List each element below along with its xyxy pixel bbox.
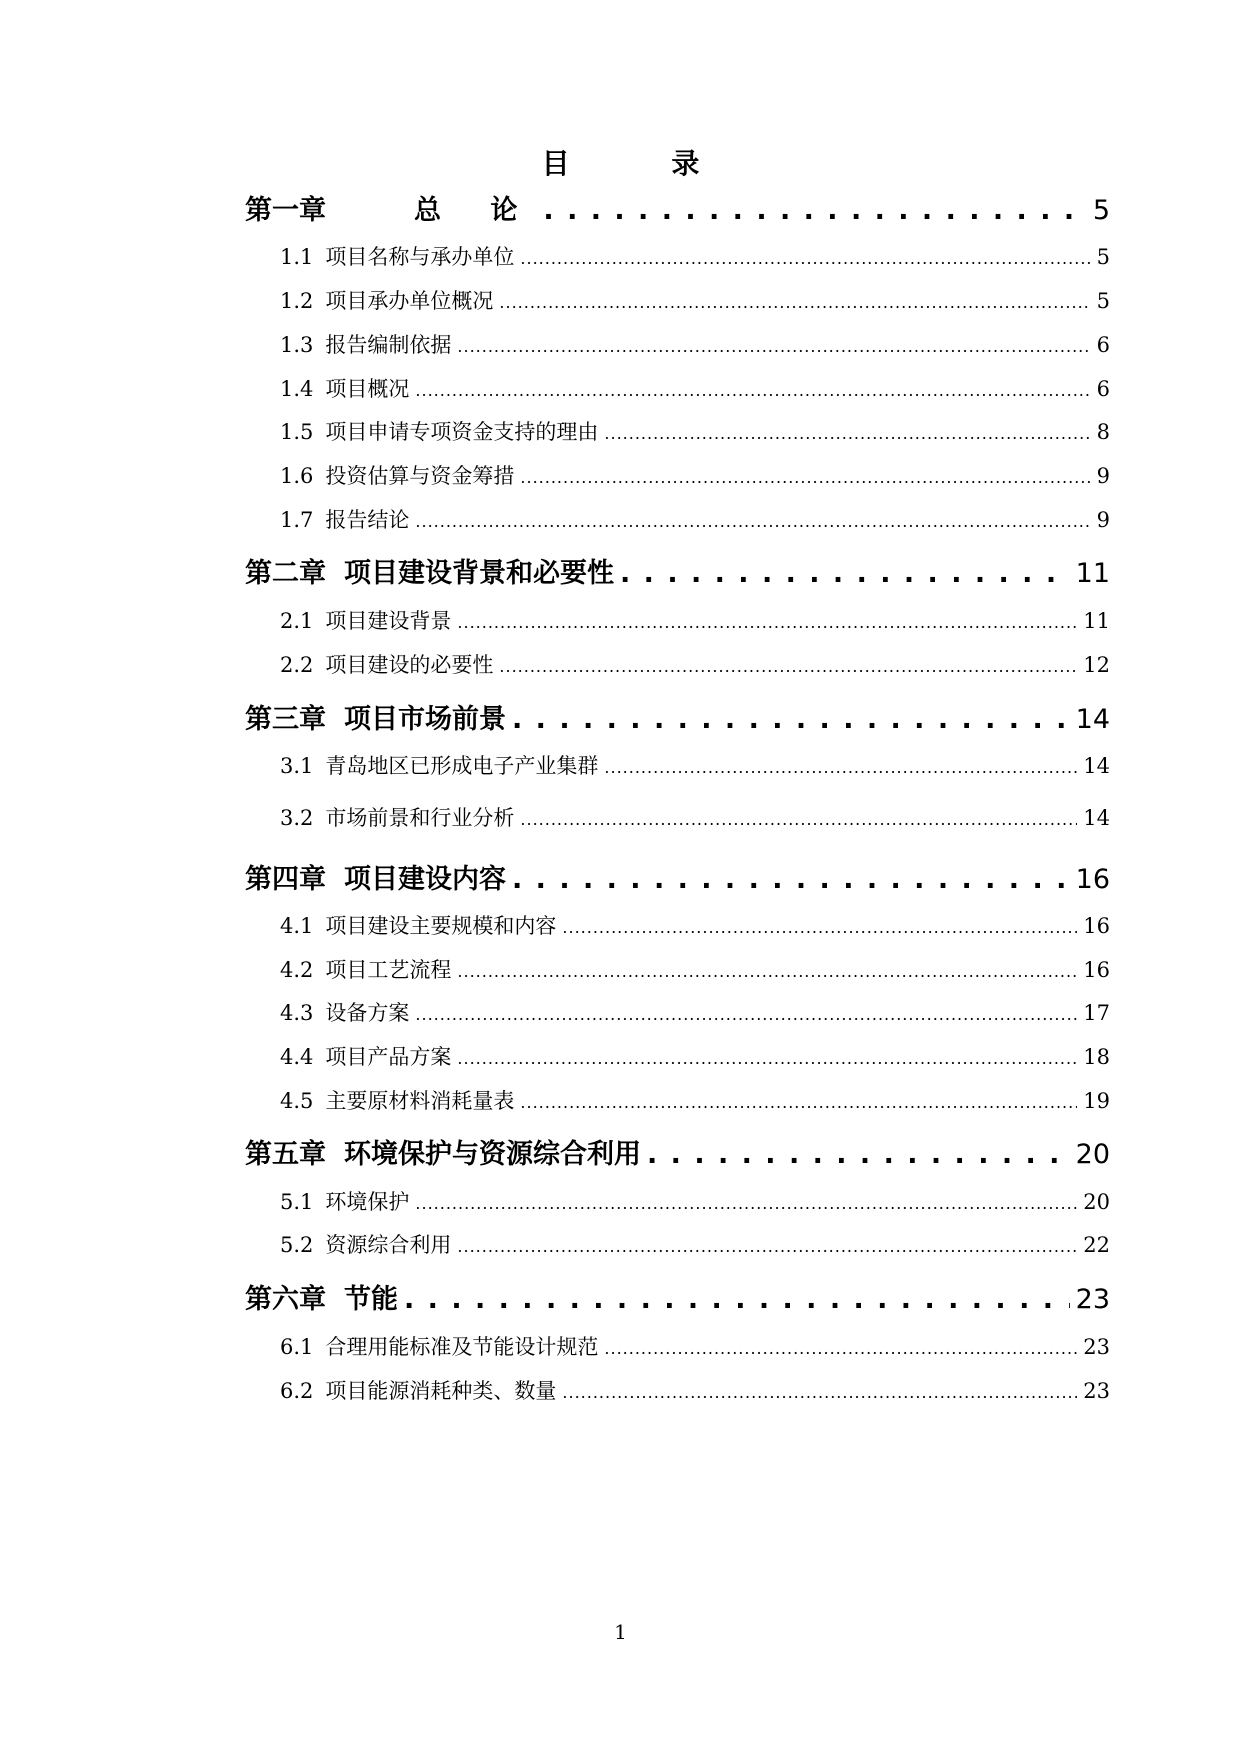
toc-leader-dots	[604, 754, 1077, 778]
toc-entry-number: 1.4	[280, 377, 314, 401]
toc-entry-number: 4.2	[280, 958, 314, 982]
toc-entry-number: 第三章	[245, 704, 326, 735]
toc-entry-label: 环境保护	[325, 1190, 410, 1214]
toc-entry-page: 22	[1083, 1233, 1110, 1257]
toc-entry-section[interactable]	[280, 954, 1110, 984]
toc-entry-section[interactable]	[280, 750, 1110, 780]
toc-leader-dots	[457, 1045, 1077, 1069]
toc-leader-dots	[415, 1001, 1077, 1025]
toc-leader-dots	[404, 1284, 1070, 1315]
toc-entry-page: 17	[1083, 1001, 1110, 1025]
page-number: 1	[614, 1620, 627, 1644]
toc-leader-dots	[604, 1335, 1077, 1359]
toc-entry-page: 16	[1083, 958, 1110, 982]
toc-entry-page: 6	[1096, 333, 1110, 357]
toc-entry-section[interactable]	[280, 1375, 1110, 1405]
toc-leader-dots	[512, 704, 1070, 735]
toc-entry-page: 5	[1096, 289, 1110, 313]
toc-leader-dots	[520, 1089, 1077, 1113]
toc-entry-page: 16	[1075, 864, 1110, 895]
toc-entry-chapter-4[interactable]	[245, 857, 1110, 896]
toc-entry-number: 6.2	[280, 1379, 314, 1403]
toc-entry-number: 1.7	[280, 508, 314, 532]
toc-entry-number: 5.2	[280, 1233, 314, 1257]
toc-entry-number: 1.1	[280, 245, 314, 269]
toc-leader-dots	[562, 1379, 1077, 1403]
toc-leader-dots	[457, 609, 1077, 633]
toc-entry-number: 4.5	[280, 1089, 314, 1113]
toc-leader-dots	[543, 195, 1086, 226]
toc-entry-page: 9	[1096, 508, 1110, 532]
toc-entry-number: 1.3	[280, 333, 314, 357]
toc-entry-chapter-6[interactable]	[245, 1277, 1110, 1316]
toc-title: 目 录	[541, 147, 746, 180]
toc-entry-page: 23	[1083, 1379, 1110, 1403]
toc-entry-label: 环境保护与资源综合利用	[344, 1139, 641, 1170]
toc-entry-number: 1.2	[280, 289, 314, 313]
toc-entry-page: 14	[1075, 704, 1110, 735]
toc-entry-section[interactable]	[280, 504, 1110, 534]
toc-leader-dots	[415, 1190, 1077, 1214]
toc-entry-label: 设备方案	[325, 1001, 410, 1025]
toc-leader-dots	[604, 420, 1090, 444]
toc-entry-label: 主要原材料消耗量表	[325, 1089, 515, 1113]
toc-entry-label: 项目申请专项资金支持的理由	[325, 420, 599, 444]
toc-entry-label: 项目建设背景和必要性	[344, 558, 614, 589]
toc-entry-label: 项目建设背景	[325, 609, 452, 633]
toc-entry-page: 20	[1083, 1190, 1110, 1214]
toc-entry-chapter-5[interactable]	[245, 1132, 1110, 1171]
toc-leader-dots	[457, 333, 1090, 357]
toc-entry-page: 23	[1083, 1335, 1110, 1359]
toc-entry-label: 投资估算与资金筹措	[325, 464, 515, 488]
toc-leader-dots	[520, 806, 1077, 830]
toc-entry-number: 4.4	[280, 1045, 314, 1069]
toc-entry-number: 2.2	[280, 653, 314, 677]
toc-entry-section[interactable]	[280, 1229, 1110, 1259]
toc-leader-dots	[457, 1233, 1077, 1257]
toc-entry-label: 资源综合利用	[325, 1233, 452, 1257]
toc-entry-section[interactable]	[280, 373, 1110, 403]
toc-entry-section[interactable]	[280, 1186, 1110, 1216]
toc-entry-section[interactable]	[280, 802, 1110, 832]
toc-entry-number: 第五章	[245, 1139, 326, 1170]
toc-entry-number: 1.5	[280, 420, 314, 444]
toc-entry-label: 项目市场前景	[344, 704, 506, 735]
toc-entry-number: 6.1	[280, 1335, 314, 1359]
toc-entry-page: 20	[1075, 1139, 1110, 1170]
toc-entry-number: 4.1	[280, 914, 314, 938]
toc-entry-label: 项目产品方案	[325, 1045, 452, 1069]
toc-leader-dots	[415, 508, 1090, 532]
toc-entry-section[interactable]	[280, 329, 1110, 359]
toc-entry-number: 第六章	[245, 1284, 326, 1315]
toc-entry-section[interactable]	[280, 910, 1110, 940]
toc-entry-label: 项目能源消耗种类、数量	[325, 1379, 557, 1403]
toc-leader-dots	[512, 864, 1070, 895]
toc-leader-dots	[415, 377, 1090, 401]
toc-entry-section[interactable]	[280, 1041, 1110, 1071]
toc-entry-label: 项目概况	[325, 377, 410, 401]
toc-entry-page: 14	[1083, 806, 1110, 830]
toc-entry-label: 市场前景和行业分析	[325, 806, 515, 830]
toc-entry-page: 16	[1083, 914, 1110, 938]
toc-entry-chapter-1[interactable]	[245, 188, 1110, 227]
toc-entry-page: 11	[1075, 558, 1110, 589]
toc-leader-dots	[499, 289, 1090, 313]
toc-leader-dots	[457, 958, 1077, 982]
toc-entry-label: 报告结论	[325, 508, 410, 532]
toc-entry-label: 项目承办单位概况	[325, 289, 494, 313]
toc-entry-label: 项目建设的必要性	[325, 653, 494, 677]
toc-entry-section[interactable]	[280, 649, 1110, 679]
toc-entry-page: 6	[1096, 377, 1110, 401]
toc-entry-number: 4.3	[280, 1001, 314, 1025]
toc-entry-label: 节能	[344, 1284, 398, 1315]
toc-entry-number: 第一章	[245, 195, 326, 226]
toc-entry-label: 项目工艺流程	[325, 958, 452, 982]
toc-entry-section[interactable]	[280, 285, 1110, 315]
toc-leader-dots	[562, 914, 1077, 938]
toc-entry-page: 18	[1083, 1045, 1110, 1069]
toc-entry-section[interactable]	[280, 460, 1110, 490]
toc-entry-label: 合理用能标准及节能设计规范	[325, 1335, 599, 1359]
toc-entry-chapter-3[interactable]	[245, 697, 1110, 736]
toc-entry-section[interactable]	[280, 241, 1110, 271]
toc-entry-page: 5	[1092, 195, 1110, 226]
toc-entry-section[interactable]	[280, 1085, 1110, 1115]
toc-entry-section[interactable]	[280, 416, 1110, 446]
toc-entry-page: 12	[1083, 653, 1110, 677]
toc-entry-page: 5	[1096, 245, 1110, 269]
toc-entry-number: 2.1	[280, 609, 314, 633]
toc-entry-page: 19	[1083, 1089, 1110, 1113]
toc-entry-number: 第四章	[245, 864, 326, 895]
toc-entry-page: 11	[1083, 609, 1110, 633]
toc-entry-label: 总 论	[414, 195, 538, 226]
toc-entry-label: 项目建设主要规模和内容	[325, 914, 557, 938]
toc-entry-page: 14	[1083, 754, 1110, 778]
toc-leader-dots	[499, 653, 1077, 677]
toc-entry-label: 青岛地区已形成电子产业集群	[325, 754, 599, 778]
toc-entry-chapter-2[interactable]	[245, 551, 1110, 590]
toc-entry-page: 23	[1075, 1284, 1110, 1315]
toc-leader-dots	[520, 245, 1090, 269]
toc-entry-number: 3.2	[280, 806, 314, 830]
toc-entry-label: 项目建设内容	[344, 864, 506, 895]
toc-entry-label: 报告编制依据	[325, 333, 452, 357]
toc-entry-number: 1.6	[280, 464, 314, 488]
toc-entry-section[interactable]	[280, 1331, 1110, 1361]
toc-entry-page: 8	[1096, 420, 1110, 444]
toc-entry-section[interactable]	[280, 997, 1110, 1027]
toc-entry-number: 5.1	[280, 1190, 314, 1214]
toc-entry-label: 项目名称与承办单位	[325, 245, 515, 269]
toc-leader-dots	[620, 558, 1070, 589]
toc-entry-section[interactable]	[280, 605, 1110, 635]
toc-leader-dots	[520, 464, 1090, 488]
toc-entry-number: 第二章	[245, 558, 326, 589]
toc-leader-dots	[647, 1139, 1070, 1170]
toc-entry-page: 9	[1096, 464, 1110, 488]
toc-entry-number: 3.1	[280, 754, 314, 778]
